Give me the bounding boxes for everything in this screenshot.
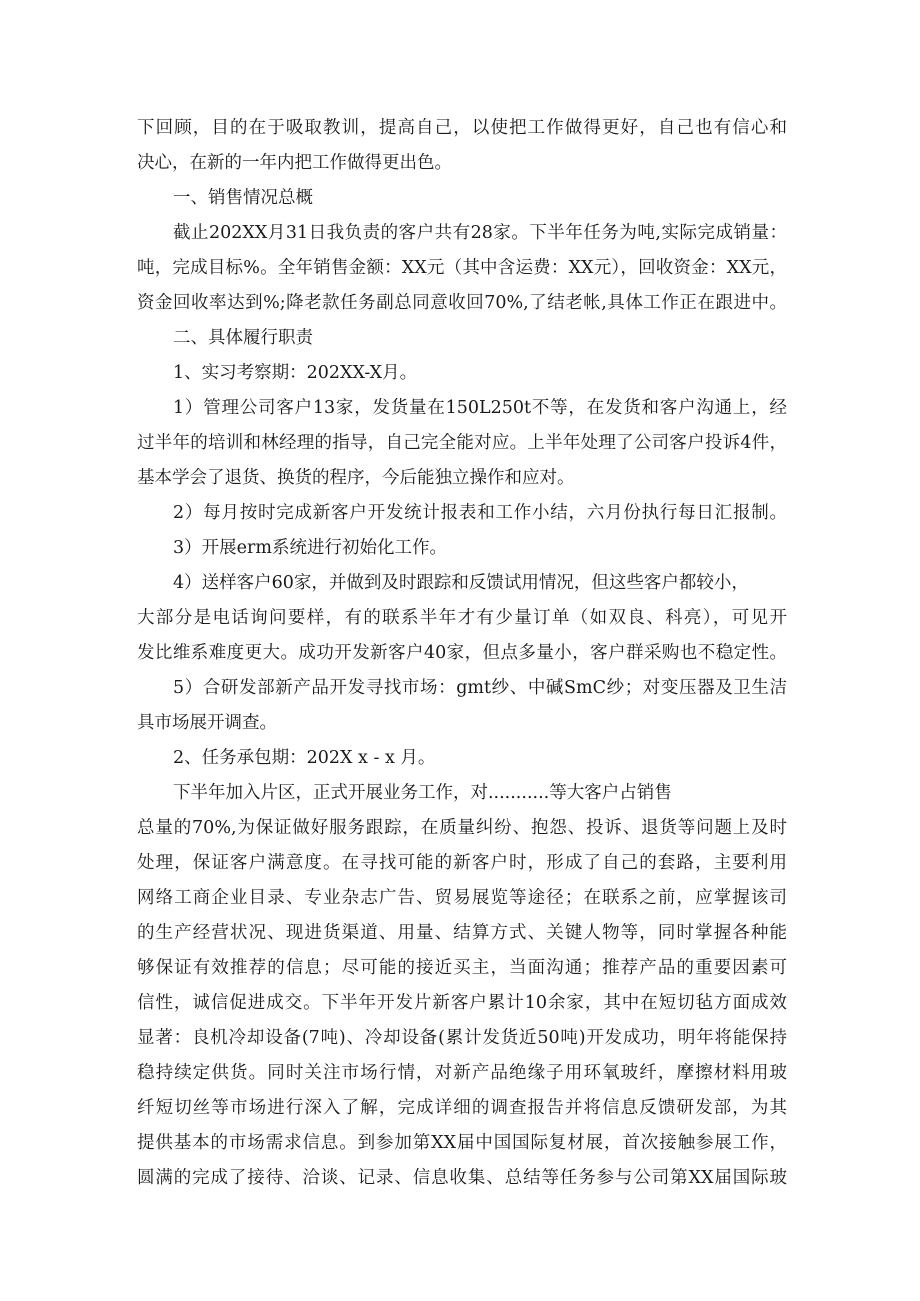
text-line: 的生产经营状况、现进货渠道、用量、结算方式、关键人物等，同时掌握各种能 xyxy=(137,923,787,943)
text-line: 提供基本的市场需求信息。到参加第XX届中国国际复材展，首次接触参展工作， xyxy=(137,1133,787,1153)
text-line: 吨，完成目标%。全年销售金额：XX元（其中含运费：XX元），回收资金：XX元， xyxy=(137,258,787,278)
text-line: 具市场展开调查。 xyxy=(137,713,277,733)
text-line: 总量的70%,为保证做好服务跟踪，在质量纠纷、抱怨、投诉、退货等问题上及时 xyxy=(137,818,787,838)
text-line: 圆满的完成了接待、洽谈、记录、信息收集、总结等任务参与公司第XX届国际玻 xyxy=(137,1168,787,1188)
document-body xyxy=(137,111,787,1196)
text-line: 2）每月按时完成新客户开发统计报表和工作小结，六月份执行每日汇报制。 xyxy=(173,503,787,523)
text-line: 网络工商企业目录、专业杂志广告、贸易展览等途径；在联系之前，应掌握该司 xyxy=(137,888,787,908)
text-line: 4）送样客户60家，并做到及时跟踪和反馈试用情况，但这些客户都较小， xyxy=(173,573,749,593)
text-line: 发比维系难度更大。成功开发新客户40家，但点多量小，客户群采购也不稳定性。 xyxy=(137,643,787,663)
text-line: 基本学会了退货、换货的程序，今后能独立操作和应对。 xyxy=(137,468,575,488)
text-line: 下半年加入片区，正式开展业务工作，对...........等大客户占销售 xyxy=(173,783,672,803)
text-line: 5）合研发部新产品开发寻找市场：gmt纱、中碱SmC纱；对变压器及卫生洁 xyxy=(173,678,787,698)
text-line: 资金回收率达到%;降老款任务副总同意收回70%,了结老帐,具体工作正在跟进中。 xyxy=(137,293,787,313)
text-line: 决心，在新的一年内把工作做得更出色。 xyxy=(137,153,452,173)
text-line: 2、任务承包期：202X x - x 月。 xyxy=(173,748,436,768)
text-line: 1、实习考察期：202XX-X月。 xyxy=(173,363,418,383)
text-line: 纤短切丝等市场进行深入了解，完成详细的调查报告并将信息反馈研发部，为其 xyxy=(137,1098,787,1118)
text-line: 下回顾，目的在于吸取教训，提高自己，以使把工作做得更好，自己也有信心和 xyxy=(137,118,787,138)
text-line: 截止202XX月31日我负责的客户共有28家。下半年任务为吨,实际完成销量： xyxy=(173,223,787,243)
text-line: 1）管理公司客户13家，发货量在150L250t不等，在发货和客户沟通上，经 xyxy=(173,398,787,418)
text-line: 稳持续定供货。同时关注市场行情，对新产品绝缘子用环氧玻纤，摩擦材料用玻 xyxy=(137,1063,787,1083)
text-line: 二、具体履行职责 xyxy=(173,328,313,348)
text-line: 处理，保证客户满意度。在寻找可能的新客户时，形成了自己的套路，主要利用 xyxy=(137,853,787,873)
text-line: 大部分是电话询问要样，有的联系半年才有少量订单（如双良、科亮），可见开 xyxy=(137,608,787,628)
text-line: 够保证有效推荐的信息；尽可能的接近买主，当面沟通；推荐产品的重要因素可 xyxy=(137,958,787,978)
text-line: 过半年的培训和林经理的指导，自己完全能对应。上半年处理了公司客户投诉4件， xyxy=(137,433,787,453)
text-line: 信性，诚信促进成交。下半年开发片新客户累计10余家，其中在短切毡方面成效 xyxy=(137,993,787,1013)
text-line: 一、销售情况总概 xyxy=(173,188,313,208)
text-line: 3）开展erm系统进行初始化工作。 xyxy=(173,538,447,558)
text-line: 显著：良机冷却设备(7吨)、冷却设备(累计发货近50吨)开发成功，明年将能保持 xyxy=(137,1028,787,1048)
